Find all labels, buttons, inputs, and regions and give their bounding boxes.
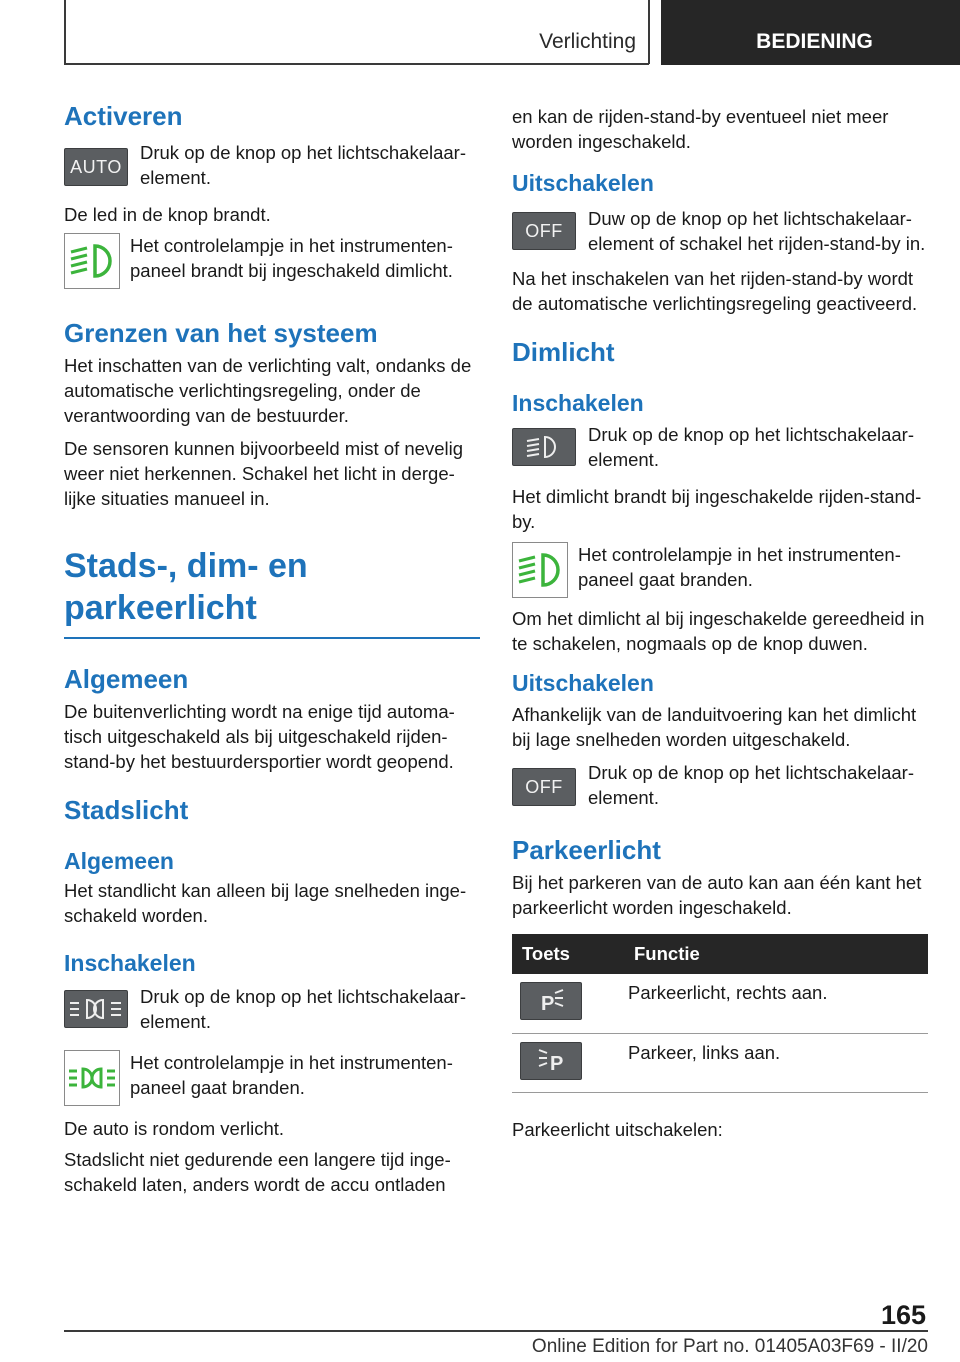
stads-indicator-instruction xyxy=(64,1050,480,1106)
low-beam-indicator-icon xyxy=(64,233,128,289)
table-cell-functie: Parkeerlicht, rechts aan. xyxy=(628,974,928,1033)
stadslicht-heading: Stadslicht xyxy=(64,795,189,825)
uitschakelen-heading: Uitschakelen xyxy=(512,170,654,196)
low-beam-button-icon xyxy=(512,422,576,472)
parkeerlicht-uitschakelen-text: Parkeerlicht uitschakelen: xyxy=(512,1118,723,1140)
table-row xyxy=(512,974,928,1033)
dimlicht-off-text: Druk op de knop op het lichtschakelaarelement. xyxy=(588,762,915,808)
table-header-functie: Functie xyxy=(628,934,928,974)
side-light-indicator-icon xyxy=(64,1050,128,1106)
footer-rule-end xyxy=(864,1330,928,1332)
dimlicht-inschakelen-text: Druk op de knop op het lichtschakelaarelement. xyxy=(588,424,915,470)
inschakelen-heading: Inschakelen xyxy=(64,950,196,976)
dimlicht-uitschakelen-text: Afhankelijk van de landuitvoering kan het dimlicht bij lage snelheden worden uitgeschakeld. xyxy=(512,704,917,750)
stadslicht-algemeen-heading: Algemeen xyxy=(64,848,174,874)
parking-light-left-icon xyxy=(520,1042,582,1080)
table-cell-functie: Parkeer, links aan. xyxy=(628,1033,928,1092)
parkeerlicht-heading: Parkeerlicht xyxy=(512,835,661,865)
header-bottom-rule xyxy=(64,63,649,65)
footer-rule xyxy=(64,1330,864,1332)
dimlicht-indicator-text: Het controlelampje in het instrumentenpaneel gaat branden. xyxy=(578,544,901,590)
header-left-rule xyxy=(64,0,66,64)
algemeen-text: De buitenverlichting wordt na enige tijd automatisch uitgeschakeld als bij uitgeschakeld rijden-stand-by het bestuurdersportier wordt geopend. xyxy=(64,701,455,772)
dimlicht-off-instruction xyxy=(512,760,928,810)
stand-by-text: Na het inschakelen van het rijden-stand-by wordt de automatische verlichtingsregeling geactiveerd. xyxy=(512,268,918,314)
uitschakelen-instruction xyxy=(512,206,928,256)
continuation-text: en kan de rijden-stand-by eventueel niet meer worden ingeschakeld. xyxy=(512,106,889,152)
svg-text:P: P xyxy=(550,1052,564,1075)
auto-button-icon: AUTO xyxy=(64,140,128,190)
rondom-text: De auto is rondom verlicht. xyxy=(64,1118,285,1139)
led-text: De led in de knop brandt. xyxy=(64,204,271,225)
grenzen-paragraph-1: Het inschatten van de verlichting valt, ondanks de automatische verlichtingsregeling, onder de verantwoording van de bestuurder. xyxy=(64,355,472,426)
side-light-button-icon xyxy=(64,984,128,1034)
activeren-instruction xyxy=(64,140,480,190)
inschakelen-instruction xyxy=(64,984,480,1034)
indicator-instruction xyxy=(64,233,480,289)
footer-edition: Online Edition for Part no. 01405A03F69 - II/20 xyxy=(531,1336,928,1357)
low-beam-indicator-icon-2 xyxy=(512,542,576,598)
indicator-text: Het controlelampje in het instrumentenpaneel brandt bij ingeschakeld dimlicht. xyxy=(130,235,453,281)
dimlicht-gereed-text: Om het dimlicht al bij ingeschakelde gereedheid in te schakelen, nogmaals op de knop duwen. xyxy=(512,608,925,654)
table-header-toets: Toets xyxy=(512,934,628,974)
grenzen-heading: Grenzen van het systeem xyxy=(64,318,378,348)
dimlicht-inschakelen-heading: Inschakelen xyxy=(512,390,644,416)
page-number: 165 xyxy=(880,1300,926,1330)
stadslicht-warning-text: Stadslicht niet gedurende een langere tijd ingeschakeld laten, anders wordt de accu ontladen xyxy=(64,1149,451,1195)
uitschakelen-text: Duw op de knop op het lichtschakelaarelement of schakel het rijden-stand-by in. xyxy=(588,208,926,254)
dimlicht-uitschakelen-heading: Uitschakelen xyxy=(512,670,654,696)
parking-light-table xyxy=(512,934,928,1093)
parkeerlicht-text: Bij het parkeren van de auto kan aan één kant het parkeerlicht worden ingeschakeld. xyxy=(512,872,922,918)
header-chapter-tab: BEDIENING xyxy=(661,0,960,65)
dimlicht-indicator-instruction xyxy=(512,542,928,598)
section-main-title: Stads-, dim- en parkeerlicht xyxy=(64,545,480,639)
grenzen-paragraph-2: De sensoren kunnen bijvoorbeeld mist of nevelig weer niet herkennen. Schakel het licht in dergelijke situaties manueel in. xyxy=(64,438,464,509)
parking-light-right-icon xyxy=(520,982,582,1020)
dimlicht-inschakelen-instruction xyxy=(512,422,928,472)
inschakelen-text: Druk op de knop op het lichtschakelaarelement. xyxy=(140,986,467,1032)
dimlicht-brandt-text: Het dimlicht brandt bij ingeschakelde rijden-stand-by. xyxy=(512,486,922,532)
left-column xyxy=(64,100,480,1197)
header-section-title: Verlichting xyxy=(539,30,636,53)
activeren-heading: Activeren xyxy=(64,101,183,131)
dimlicht-heading: Dimlicht xyxy=(512,337,615,367)
table-row xyxy=(512,1033,928,1092)
off-button-icon: OFF xyxy=(512,212,576,250)
table-cell-toets xyxy=(512,974,628,1033)
table-cell-toets xyxy=(512,1033,628,1092)
svg-text:P: P xyxy=(541,993,555,1015)
off-button-icon-2: OFF xyxy=(512,760,576,810)
algemeen-heading: Algemeen xyxy=(64,664,189,694)
header-right-rule xyxy=(648,0,650,64)
stads-indicator-text: Het controlelampje in het instrumentenpaneel gaat branden. xyxy=(130,1052,453,1098)
activeren-text: Druk op de knop op het lichtschakelaarelement. xyxy=(140,142,467,188)
stadslicht-algemeen-text: Het standlicht kan alleen bij lage snelheden ingeschakeld worden. xyxy=(64,880,467,926)
right-column xyxy=(512,100,928,1142)
